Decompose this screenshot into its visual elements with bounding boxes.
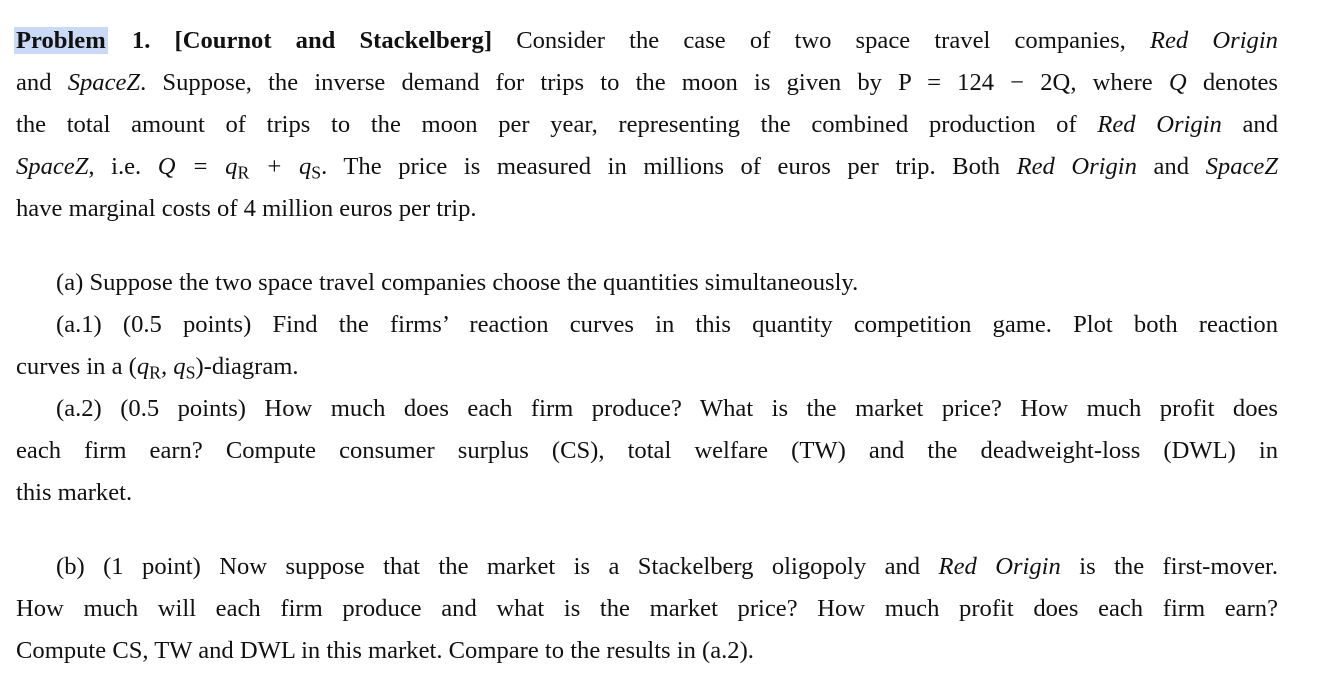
company-spacez: SpaceZ — [67, 69, 141, 96]
problem-line-5: have marginal costs of 4 million euros per trip. — [16, 195, 477, 222]
part-a2-line-1: (a.2) (0.5 points) How much does each firm produce? What is the market price? How much profit does — [56, 395, 1278, 422]
problem-line-4: SpaceZ, i.e. $Q = q_R + q_S$. The price is measured in millions of euros per trip. Both Red Origin and SpaceZ — [16, 153, 1278, 183]
part-a1-line-1: (a.1) (0.5 points) Find the firms’ reaction curves in this quantity competition game. Plot both reaction — [56, 311, 1278, 338]
part-a2-line-3: this market. — [16, 479, 133, 506]
part-a1-line-2: curves in a ($q_R$, $q_S$)-diagram. — [16, 353, 299, 383]
problem-line-3: the total amount of trips to the moon per year, representing the combined production of Red Origin and — [16, 111, 1279, 138]
company-red-origin: Red Origin — [1149, 27, 1278, 54]
demand-equation: P = 124 − 2Q — [898, 69, 1071, 96]
problem-title: [Cournot and Stackelberg] — [174, 27, 493, 54]
highlighted-word: Problem — [16, 27, 106, 54]
part-b-line-2: How much will each firm produce and what is the market price? How much profit does each firm earn? — [16, 595, 1278, 622]
part-a2-line-2: each firm earn? Compute consumer surplus (CS), total welfare (TW) and the deadweight-loss (DWL) in — [16, 437, 1278, 464]
problem-line-2: and SpaceZ. Suppose, the inverse demand for trips to the moon is given by P = 124 − 2Q, where Q denotes — [16, 69, 1279, 96]
part-b-line-1: (b) (1 point) Now suppose that the market is a Stackelberg oligopoly and Red Origin is the first-mover. — [56, 553, 1278, 580]
problem-line-1: Problem 1. [Cournot and Stackelberg] Consider the case of two space travel companies, Red Origin — [16, 27, 1278, 54]
quantity-equation: $Q = q_R + q_S$. The price is measured in millions of euros per trip. Both — [157, 153, 1000, 183]
part-a-intro: (a) Suppose the two space travel companies choose the quantities simultaneously. — [56, 269, 859, 296]
problem-label: Problem 1. — [16, 27, 151, 54]
part-b-line-3: Compute CS, TW and DWL in this market. Compare to the results in (a.2). — [16, 637, 754, 664]
problem-document — [16, 20, 1278, 672]
